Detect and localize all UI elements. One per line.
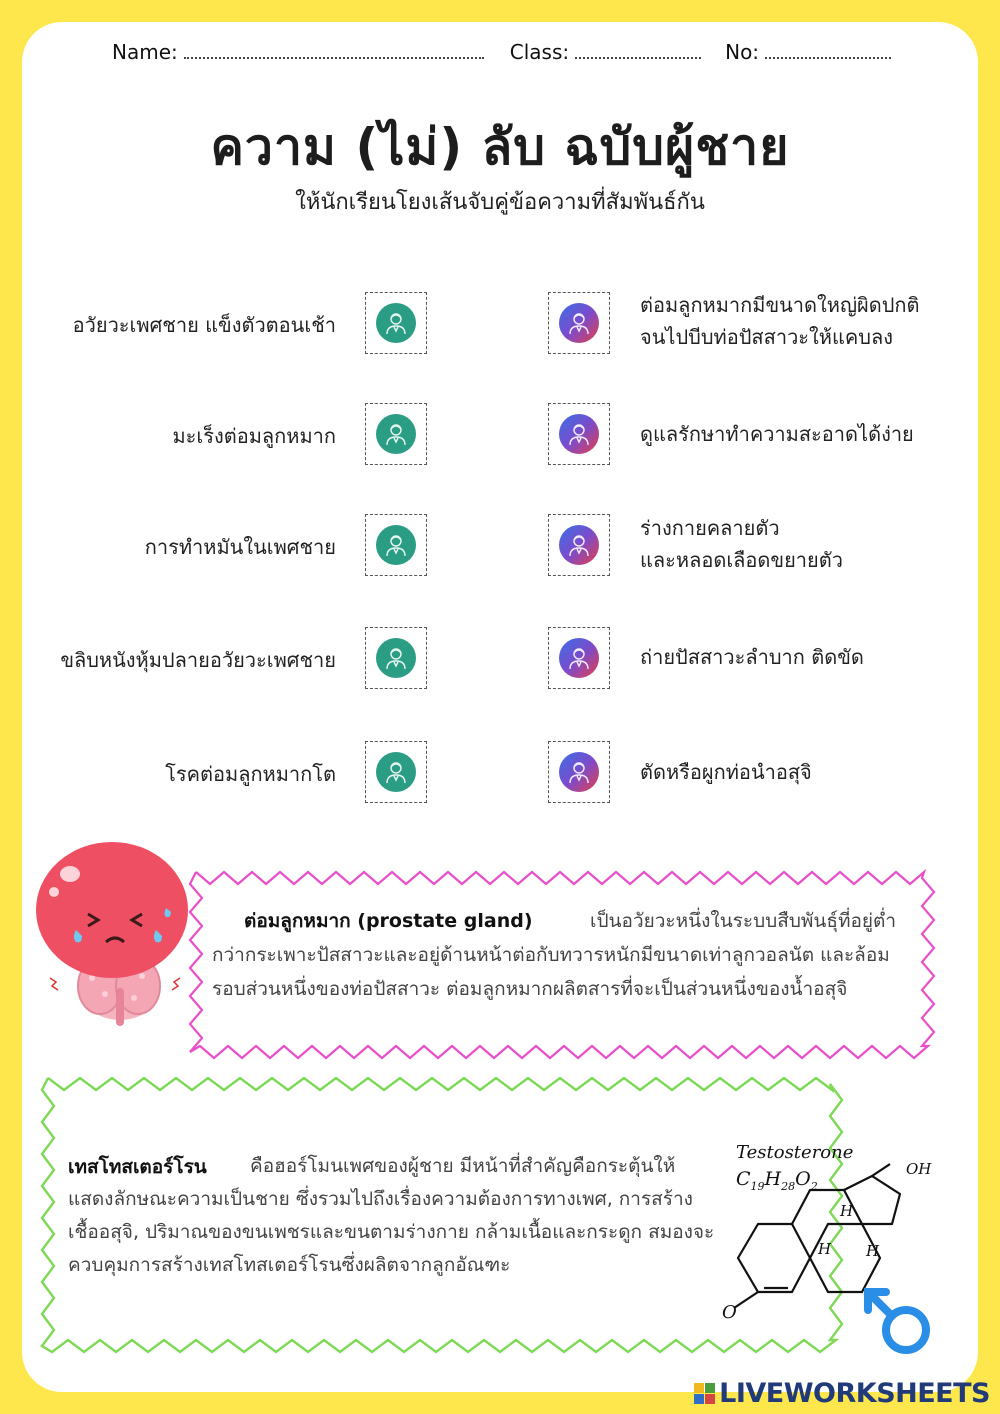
molecule-formula: $C_{19}H_{28}O_2$ [736, 1168, 818, 1193]
male-symbol-icon [860, 1282, 940, 1362]
testosterone-description: คือฮอร์โมนเพศของผู้ชาย มีหน้าที่สำคัญคือกระตุ้นให้แสดงลักษณะความเป็นชาย ซึ่งรวมไปถึงเรื่องความต้องการทางเพศ, การสร้างเชื้ออสุจิ, ปริมาณของขนเพชรและขนตามร่างกาย กล้ามเนื้อและกระดูก สมองจะควบคุมการสร้างเทสโทสเตอร์โรนซึ่งผลิตจากลูกอัณฑะ [68, 1155, 715, 1276]
hydroxyl-label: OH [906, 1160, 932, 1178]
liveworksheets-logo [694, 1378, 990, 1409]
prostate-mascot-illustration [30, 838, 200, 1038]
liveworksheets-mark-icon [694, 1383, 715, 1404]
testosterone-heading: เทสโทสเตอร์โรน [68, 1156, 207, 1178]
left-item-label: มะเร็งต่อมลูกหมาก [172, 424, 336, 448]
name-label: Name: [112, 40, 178, 64]
molecule-name: Testosterone [736, 1142, 854, 1163]
right-item-label: ตัดหรือผูกท่อนำอสุจิ [640, 760, 812, 784]
left-item-label: การทำหมันในเพศชาย [144, 535, 336, 559]
page-title: ความ (ไม่) ลับ ฉบับผู้ชาย [210, 118, 790, 176]
oxygen-label: O [722, 1302, 737, 1320]
instructions: ให้นักเรียนโยงเส้นจับคู่ข้อความที่สัมพันธ์กัน [295, 190, 705, 215]
right-item-label: ต่อมลูกหมากมีขนาดใหญ่ผิดปกติ จนไปบีบท่อปัสสาวะให้แคบลง [640, 293, 920, 349]
class-label: Class: [509, 40, 570, 64]
prostate-heading: ต่อมลูกหมาก (prostate gland) [244, 910, 533, 932]
left-item-label: ขลิบหนังหุ้มปลายอวัยวะเพศชาย [60, 648, 336, 672]
left-item-label: อวัยวะเพศชาย แข็งตัวตอนเช้า [72, 313, 336, 337]
prostate-description: เป็นอวัยวะหนึ่งในระบบสืบพันธุ์ที่อยู่ต่ำกว่ากระเพาะปัสสาวะและอยู่ด้านหน้าต่อกับทวารหนักมีขนาดเท่าลูกวอลนัต และล้อมรอบส่วนหนึ่งของท่อปัสสาวะ ต่อมลูกหมากผลิตสารที่จะเป็นส่วนหนึ่งของน้ำอสุจิ [212, 910, 897, 1000]
hydrogen-label: H [866, 1242, 880, 1260]
hydrogen-label: H [840, 1202, 854, 1220]
right-item-label: ร่างกายคลายตัว และหลอดเลือดขยายตัว [640, 516, 843, 572]
right-item-label: ดูแลรักษาทำความสะอาดได้ง่าย [640, 422, 914, 446]
brand-name: LIVEWORKSHEETS [719, 1378, 990, 1409]
hydrogen-label: H [818, 1240, 832, 1258]
right-item-label: ถ่ายปัสสาวะลำบาก ติดขัด [640, 645, 864, 669]
bladder-face-icon [36, 842, 188, 978]
left-item-label: โรคต่อมลูกหมากโต [165, 762, 336, 786]
no-label: No: [725, 40, 760, 64]
